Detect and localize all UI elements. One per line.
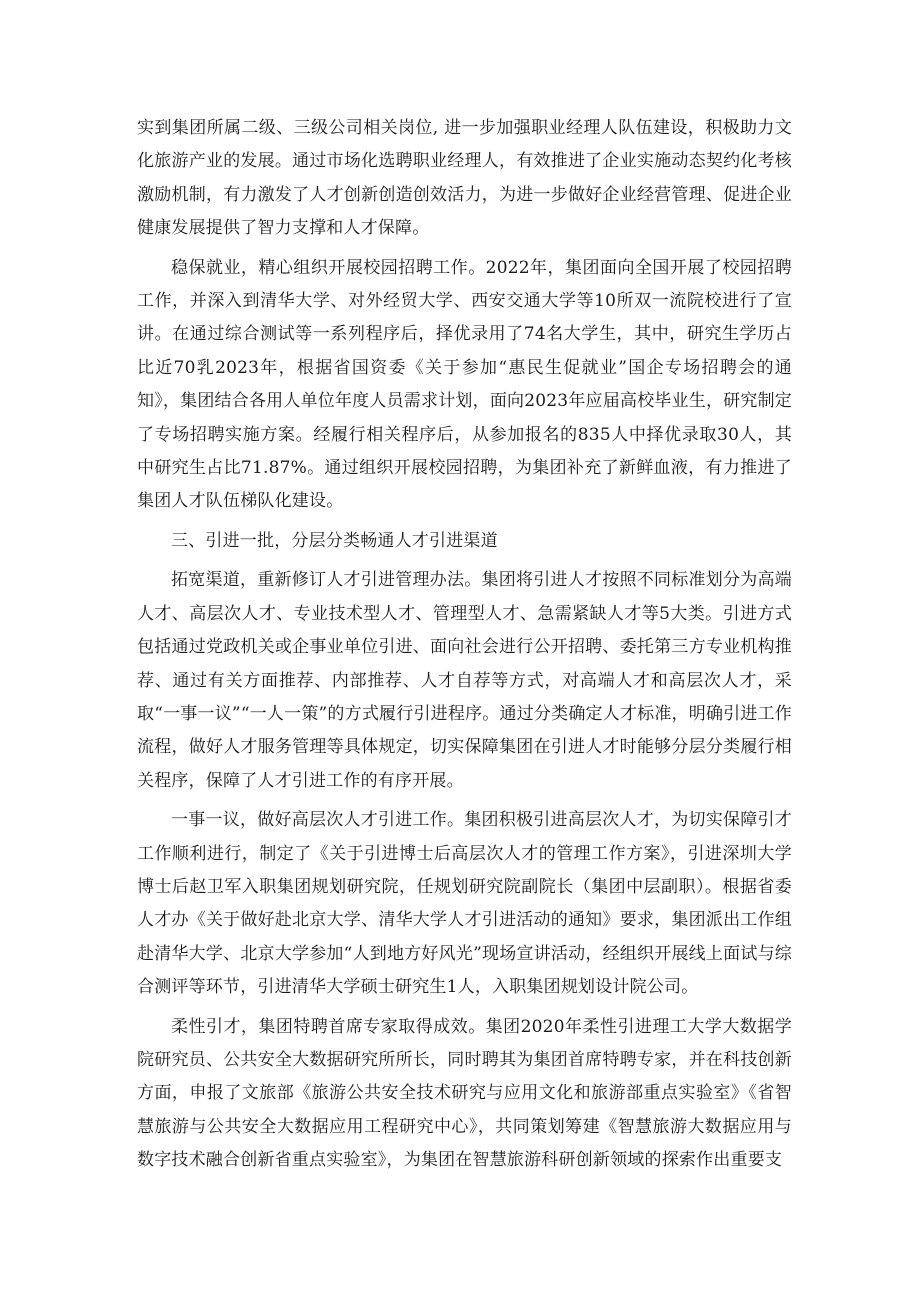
paragraph-campus-recruitment: 稳保就业，精心组织开展校园招聘工作。2022年，集团面向全国开展了校园招聘工作，并深入到清华大学、对外经贸大学、西安交通大学等10所双一流院校进行了宣讲。在通过综合测试等一系列程序后，择优录用了74名大学生，其中，研究生学历占比近70乳2023年，根据省国资委《关于参加“惠民生促就业”国企专场招聘会的通知》，集团结合各用人单位年度人员需求计划，面向2023年应届高校毕业生，研究制定了专场招聘实施方案。经履行相关程序后，从参加报名的835人中择优录取30人，其中研究生占比71.87%。通过组织开展校园招聘，为集团补充了新鲜血液，有力推进了集团人才队伍梯队化建设。 (137, 257, 792, 512)
paragraph-talent-channels: 拓宽渠道，重新修订人才引进管理办法。集团将引进人才按照不同标准划分为高端人才、高层次人才、专业技术型人才、管理型人才、急需紧缺人才等5大类。引进方式包括通过党政机关或企事业单位引进、面向社会进行公开招聘、委托第三方专业机构推荐、通过有关方面推荐、内部推荐、人才自荐等方式，对高端人才和高层次人才，采取“一事一议”“一人一策”的方式履行引进程序。通过分类确定人才标准，明确引进工作流程，做好人才服务管理等具体规定，切实保障集团在引进人才时能够分层分类履行相关程序，保障了人才引进工作的有序开展。 (137, 570, 792, 791)
document-body (137, 112, 792, 1184)
paragraph-high-level-talent: 一事一议，做好高层次人才引进工作。集团积极引进高层次人才，为切实保障引才工作顺利进行，制定了《关于引进博士后高层次人才的管理工作方案》，引进深圳大学博士后赵卫军入职集团规划研究院，任规划研究院副院长（集团中层副职）。根据省委人才办《关于做好赴北京大学、清华大学人才引进活动的通知》要求，集团派出工作组赴清华大学、北京大学参加“人到地方好风光”现场宣讲活动，经组织开展线上面试与综合测评等环节，引进清华大学硕士研究生1人，入职集团规划设计院公司。 (137, 810, 792, 998)
section-heading: 三、引进一批，分层分类畅通人才引进渠道 (171, 530, 498, 551)
paragraph-continuation: 实到集团所属二级、三级公司相关岗位, 进一步加强职业经理人队伍建设，积极助力文化旅游产业的发展。通过市场化选聘职业经理人，有效推进了企业实施动态契约化考核激励机制，有力激发了人才创新创造创效活力，为进一步做好企业经营管理、促进企业健康发展提供了智力支撑和人才保障。 (137, 118, 792, 239)
paragraph-flexible-talent: 柔性引才，集团特聘首席专家取得成效。集团2020年柔性引进理工大学大数据学院研究员、公共安全大数据研究所所长，同时聘其为集团首席特聘专家，并在科技创新方面，申报了文旅部《旅游公共安全技术研究与应用文化和旅游部重点实验室》《省智慧旅游与公共安全大数据应用工程研究中心》，共同策划筹建《智慧旅游大数据应用与数字技术融合创新省重点实验室》，为集团在智慧旅游科研创新领域的探索作出重要支 (137, 1016, 792, 1171)
